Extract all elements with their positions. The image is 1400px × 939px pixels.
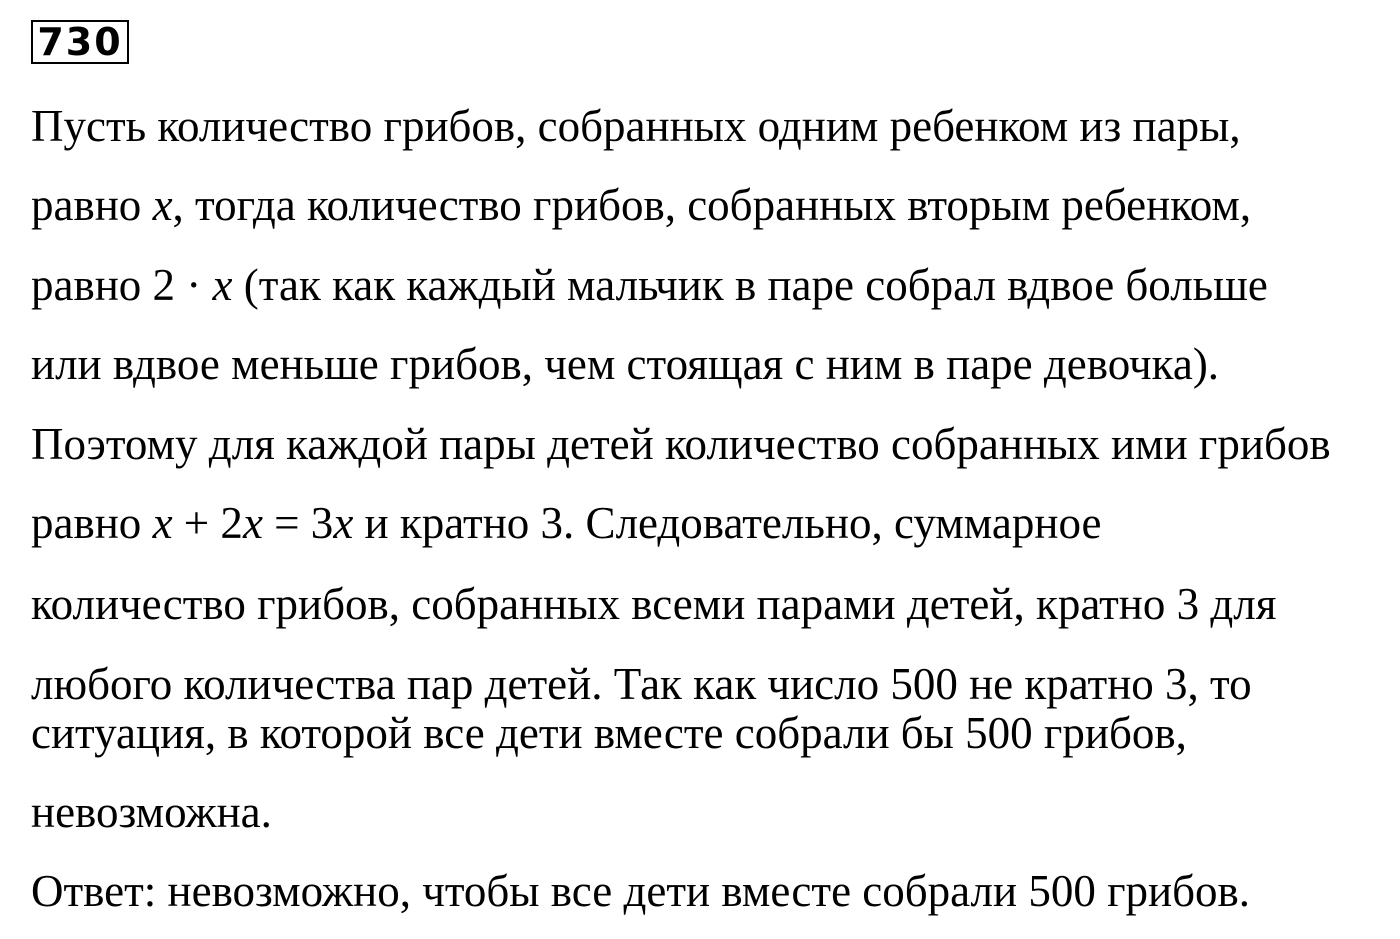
text-fragment: равно	[31, 498, 153, 548]
problem-number: 730	[31, 20, 129, 64]
solution-line-6	[31, 498, 1102, 548]
solution-line-5: Поэтому для каждой пары детей количество собранных ими грибов	[31, 419, 1331, 469]
solution-line-9: ситуация, в которой все дети вместе собрали бы 500 грибов,	[31, 708, 1187, 758]
solution-line-3	[31, 260, 1268, 310]
solution-line-7: количество грибов, собранных всеми парами детей, кратно 3 для	[31, 579, 1277, 629]
variable-x: x	[152, 180, 173, 230]
text-fragment: , тогда количество грибов, собранных вторым ребенком,	[172, 180, 1252, 230]
solution-line-1: Пусть количество грибов, собранных одним ребенком из пары,	[31, 101, 1241, 151]
text-fragment: равно	[31, 180, 153, 230]
text-fragment: = 3	[262, 498, 334, 548]
text-fragment: равно 2 ·	[31, 260, 213, 310]
solution-line-10: невозможна.	[31, 787, 272, 837]
answer-line: Ответ: невозможно, чтобы все дети вместе собрали 500 грибов.	[31, 866, 1250, 916]
text-fragment: + 2	[172, 498, 243, 548]
solution-line-8: любого количества пар детей. Так как число 500 не кратно 3, то	[31, 659, 1252, 709]
text-fragment: (так как каждый мальчик в паре собрал вдвое больше	[232, 260, 1268, 310]
variable-x: x	[152, 498, 173, 548]
variable-x: x	[242, 498, 263, 548]
variable-x: x	[212, 260, 233, 310]
solution-line-2	[31, 180, 1252, 230]
solution-line-4: или вдвое меньше грибов, чем стоящая с ним в паре девочка).	[31, 339, 1220, 389]
variable-x: x	[333, 498, 354, 548]
text-fragment: и кратно 3. Следовательно, суммарное	[353, 498, 1102, 548]
